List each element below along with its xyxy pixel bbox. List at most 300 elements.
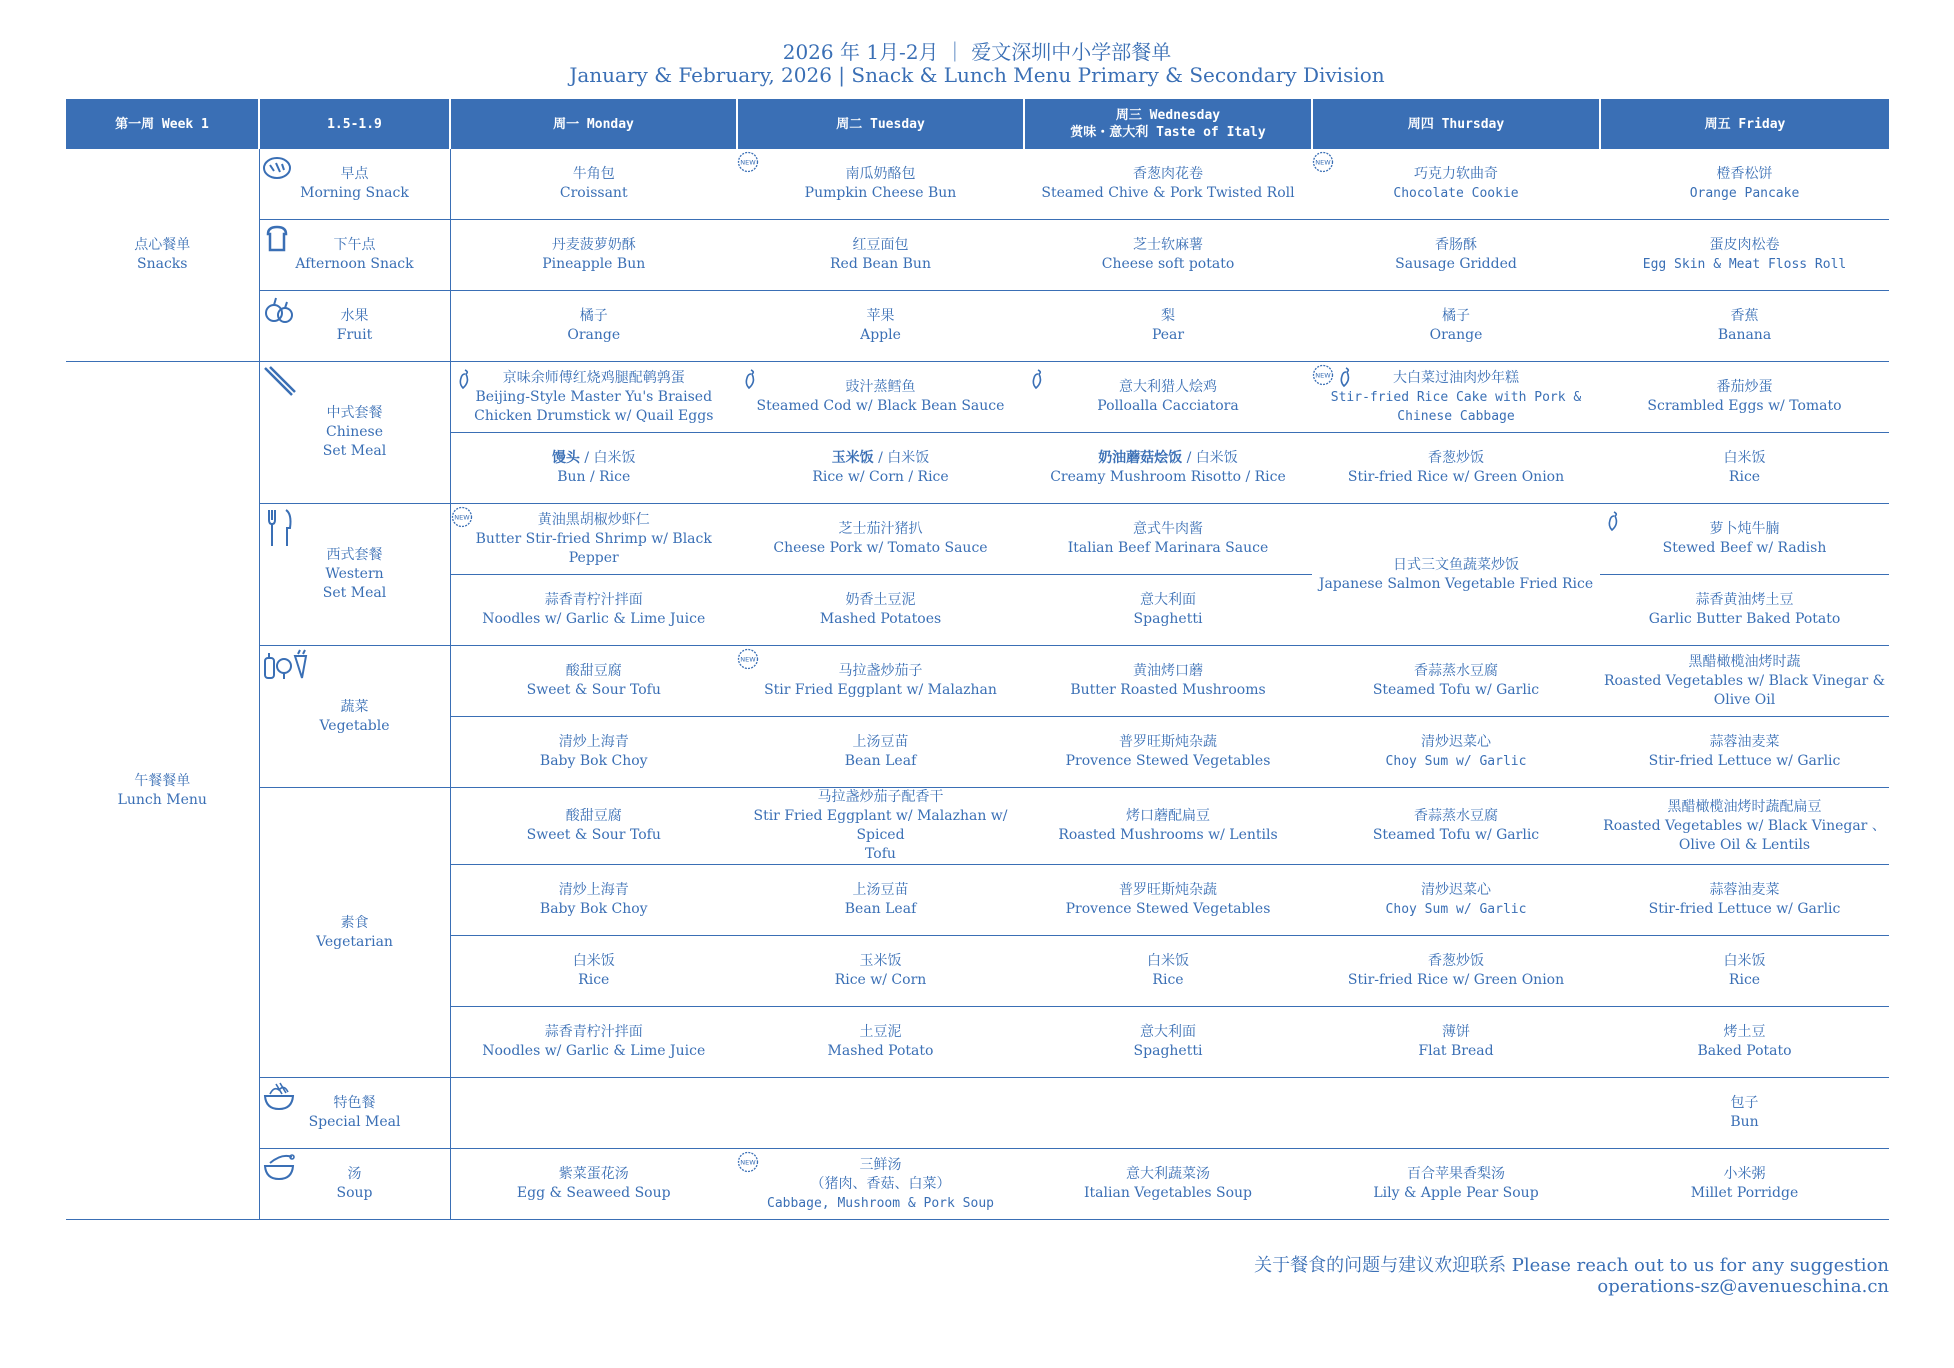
menu-cell-empty [450, 1078, 737, 1149]
dish-en: Cheese soft potato [1101, 256, 1235, 272]
dish-zh: 橘子 [579, 308, 608, 324]
fruit-zh: 水果 [340, 308, 369, 324]
menu-cell-empty [737, 1078, 1024, 1149]
dish-zh: 意大利猎人烩鸡 [1119, 379, 1217, 395]
row-afternoon-snack [66, 220, 1889, 291]
menu-cell [1600, 865, 1889, 936]
dish-en: Roasted Vegetables w/ Black Vinegar & [1603, 672, 1886, 689]
afternoon-snack-en: Afternoon Snack [295, 256, 414, 272]
dish-en: Rice w/ Corn / Rice [812, 469, 949, 485]
dish-zh: 巧克力软曲奇 [1414, 166, 1498, 182]
dish-zh: 香蕉 [1730, 308, 1759, 324]
menu-cell-empty [1024, 1078, 1312, 1149]
menu-cell [1600, 291, 1889, 362]
morning-snack-zh: 早点 [340, 166, 369, 182]
menu-cell [1312, 646, 1600, 717]
dish-zh: 香肠酥 [1435, 237, 1477, 253]
toast-icon [262, 222, 296, 256]
menu-cell [1600, 717, 1889, 788]
new-badge-text: NEW [1315, 371, 1331, 380]
dish-en: Polloalla Cacciatora [1097, 398, 1239, 414]
dish-zh: 芝士茄汁猪扒 [838, 521, 923, 537]
menu-cell [450, 1007, 737, 1078]
dish-zh: 上汤豆苗 [852, 734, 909, 750]
chinese-zh: 中式套餐 [326, 405, 383, 421]
menu-cell [450, 717, 737, 788]
dish-en: Pumpkin Cheese Bun [804, 185, 957, 201]
dish-zh: / 白米饭 [579, 450, 636, 466]
page-title-zh: 2026 年 1月-2月 ｜ 爱文深圳中小学部餐单 [782, 40, 1172, 64]
soup-en: Soup [336, 1185, 373, 1201]
new-badge-icon [451, 506, 473, 528]
row-vegetarian-1 [66, 788, 1889, 865]
footer-suggestion: 关于餐食的问题与建议欢迎联系 Please reach out to us for any suggestion [1254, 1255, 1889, 1276]
dish-en: Stir-fried Rice w/ Green Onion [1347, 972, 1565, 988]
dish-zh: 红豆面包 [852, 237, 909, 253]
dish-en: Provence Stewed Vegetables [1065, 753, 1271, 769]
menu-cell [1312, 433, 1600, 504]
menu-cell [1600, 1078, 1889, 1149]
section-snacks-zh: 点心餐单 [134, 237, 191, 253]
menu-cell-merged [1312, 504, 1600, 646]
soup-bowl-icon [262, 1151, 296, 1185]
dish-en: Noodles w/ Garlic & Lime Juice [482, 611, 706, 627]
dish-zh-detail: （猪肉、香菇、白菜） [810, 1175, 951, 1192]
new-badge-icon [1312, 364, 1334, 386]
dish-en: Millet Porridge [1690, 1185, 1799, 1201]
dish-zh: 香葱肉花卷 [1133, 166, 1203, 182]
dish-en: Mashed Potatoes [819, 611, 942, 627]
spicy-icon [1606, 510, 1620, 532]
header-friday: 周五 Friday [1600, 99, 1889, 149]
dish-zh: 普罗旺斯炖杂蔬 [1119, 882, 1217, 898]
menu-cell [1024, 220, 1312, 291]
category-morning-snack [259, 149, 450, 220]
dish-en: Spaghetti [1133, 1043, 1203, 1059]
menu-cell [1024, 362, 1312, 433]
menu-cell [737, 936, 1024, 1007]
dish-zh: 清炒迟菜心 [1421, 734, 1491, 750]
category-vegetarian [259, 788, 450, 1078]
dish-en: Chicken Drumstick w/ Quail Eggs [474, 407, 714, 424]
menu-cell [1024, 1007, 1312, 1078]
dish-en: Olive Oil & Lentils [1678, 836, 1811, 853]
category-soup [259, 1149, 450, 1220]
dish-zh: 白米饭 [1723, 450, 1766, 466]
menu-cell [1600, 1007, 1889, 1078]
menu-cell [1312, 1007, 1600, 1078]
dish-en: Olive Oil [1713, 691, 1776, 708]
menu-cell [737, 149, 1024, 220]
dish-en: Stir-fried Rice w/ Green Onion [1347, 469, 1565, 485]
menu-cell [450, 362, 737, 433]
menu-cell [1024, 865, 1312, 936]
chinese-en2: Set Meal [322, 443, 387, 459]
menu-cell [737, 362, 1024, 433]
dish-zh: 香葱炒饭 [1428, 450, 1484, 466]
western-en1: Western [325, 566, 384, 582]
dish-en: Sausage Gridded [1395, 256, 1517, 272]
dish-zh: 牛角包 [572, 166, 615, 182]
spicy-icon [743, 368, 757, 390]
dish-en: Rice [1728, 972, 1761, 988]
dish-zh: / 白米饭 [1182, 450, 1238, 466]
chopsticks-icon [262, 364, 296, 398]
afternoon-snack-zh: 下午点 [333, 237, 376, 253]
menu-cell [737, 788, 1024, 865]
section-lunch-zh: 午餐餐单 [134, 772, 191, 789]
vegetables-icon [262, 648, 312, 682]
dish-en: Noodles w/ Garlic & Lime Juice [482, 1043, 706, 1059]
dish-zh: 芝士软麻薯 [1133, 237, 1203, 253]
menu-cell [737, 717, 1024, 788]
dish-zh: 香蒜蒸水豆腐 [1414, 663, 1498, 679]
menu-cell [450, 291, 737, 362]
spicy-icon [1030, 368, 1044, 390]
vegetable-zh: 蔬菜 [340, 698, 369, 715]
dish-en: Roasted Vegetables w/ Black Vinegar 、 [1603, 817, 1886, 834]
category-vegetable [259, 646, 450, 788]
menu-cell [1312, 362, 1600, 433]
dish-en: Mashed Potato [827, 1043, 934, 1059]
new-badge-text: NEW [453, 513, 470, 522]
dish-zh: 清炒上海青 [558, 734, 629, 750]
dish-zh: 酸甜豆腐 [565, 808, 622, 824]
dish-zh-bold: 馒头 [551, 450, 580, 466]
section-lunch [66, 362, 259, 1220]
dish-en: Orange [1429, 327, 1483, 343]
menu-cell [450, 788, 737, 865]
dish-en: Roasted Mushrooms w/ Lentils [1058, 827, 1278, 843]
dish-zh: 薄饼 [1442, 1024, 1470, 1040]
dish-zh: 普罗旺斯炖杂蔬 [1119, 734, 1217, 750]
dish-zh: 意大利面 [1140, 592, 1196, 608]
row-western-main [66, 504, 1889, 575]
dish-en: Choy Sum w/ Garlic [1385, 754, 1527, 769]
header-wednesday-day: 周三 Wednesday [1115, 108, 1221, 123]
dish-en: Choy Sum w/ Garlic [1385, 902, 1527, 917]
menu-cell [1600, 1149, 1889, 1220]
dish-en: Steamed Chive & Pork Twisted Roll [1041, 185, 1295, 201]
new-badge-text: NEW [740, 1158, 756, 1167]
special-zh: 特色餐 [333, 1095, 376, 1111]
menu-cell [1600, 936, 1889, 1007]
new-badge-icon [1312, 151, 1334, 173]
row-chinese-main [66, 362, 1889, 433]
header-wednesday-theme: 赏味・意大利 Taste of Italy [1070, 125, 1266, 140]
menu-cell [1024, 788, 1312, 865]
new-badge-icon [737, 151, 759, 173]
dish-en: Cheese Pork w/ Tomato Sauce [773, 540, 988, 556]
menu-cell [1312, 149, 1600, 220]
dish-zh: 小米粥 [1723, 1166, 1766, 1182]
noodle-bowl-icon [262, 1080, 296, 1114]
dish-zh: 马拉盏炒茄子 [838, 663, 923, 679]
dish-en: Beijing-Style Master Yu's Braised [475, 388, 713, 405]
western-zh: 西式套餐 [326, 547, 383, 563]
menu-cell [1312, 291, 1600, 362]
dish-zh: 蒜香黄油烤土豆 [1695, 592, 1794, 608]
dish-zh: 土豆泥 [859, 1024, 902, 1040]
dish-zh: 酸甜豆腐 [565, 663, 622, 679]
dish-zh: 番茄炒蛋 [1716, 379, 1773, 395]
menu-cell [1312, 1149, 1600, 1220]
category-chinese-set-meal [259, 362, 450, 504]
section-snacks [66, 149, 259, 362]
dish-en: Rice w/ Corn [834, 972, 927, 988]
dish-en: Stir-fried Lettuce w/ Garlic [1648, 753, 1841, 769]
header-thursday: 周四 Thursday [1312, 99, 1600, 149]
dish-en: Orange Pancake [1689, 186, 1800, 201]
category-afternoon-snack [259, 220, 450, 291]
dish-en: Bun / Rice [557, 469, 631, 485]
dish-zh: 烤土豆 [1723, 1024, 1766, 1040]
dish-zh: 蒜香青柠汁拌面 [544, 592, 643, 608]
dish-zh-bold: 玉米饭 [831, 450, 874, 466]
dish-zh: 清炒上海青 [558, 882, 629, 898]
dish-en: Baby Bok Choy [539, 901, 648, 917]
menu-cell [737, 1007, 1024, 1078]
dish-en: Spaghetti [1133, 611, 1203, 627]
menu-cell [1312, 717, 1600, 788]
menu-cell [1024, 433, 1312, 504]
dish-zh: 梨 [1161, 308, 1175, 324]
menu-cell [1312, 788, 1600, 865]
dish-en: Italian Beef Marinara Sauce [1067, 540, 1269, 556]
menu-cell [450, 865, 737, 936]
dish-en: Baby Bok Choy [539, 753, 648, 769]
menu-cell [1024, 149, 1312, 220]
spicy-icon [457, 368, 471, 390]
page-title-en: January & February, 2026 | Snack & Lunch Menu Primary & Secondary Division [569, 63, 1385, 87]
dish-zh: 苹果 [866, 308, 895, 324]
menu-cell [450, 433, 737, 504]
dish-en: Stewed Beef w/ Radish [1662, 540, 1827, 556]
menu-cell [1024, 291, 1312, 362]
dish-zh: 意大利蔬菜汤 [1126, 1166, 1210, 1182]
dish-en: Flat Bread [1418, 1043, 1494, 1059]
dish-zh: 包子 [1730, 1095, 1759, 1111]
new-badge-text: NEW [740, 158, 756, 167]
dish-en: Stir Fried Eggplant w/ Malazhan w/ Spiced [753, 808, 1008, 843]
dish-en: Italian Vegetables Soup [1084, 1185, 1252, 1201]
menu-cell [1312, 936, 1600, 1007]
dish-zh: 白米饭 [1723, 953, 1766, 969]
dish-en: Pineapple Bun [542, 256, 646, 272]
menu-cell [737, 433, 1024, 504]
dish-en: Sweet & Sour Tofu [526, 682, 661, 698]
dish-zh: 京味余师傅红烧鸡腿配鹌鹑蛋 [502, 369, 685, 386]
menu-cell [737, 646, 1024, 717]
menu-cell [1024, 717, 1312, 788]
menu-cell [737, 504, 1024, 575]
menu-cell [1024, 504, 1312, 575]
dish-zh: 豉汁蒸鳕鱼 [845, 379, 916, 395]
dish-en: Banana [1717, 327, 1772, 343]
dish-en: Butter Stir-fried Shrimp w/ Black Pepper [475, 530, 712, 566]
dish-zh: 橙香松饼 [1716, 166, 1773, 182]
menu-cell [1600, 646, 1889, 717]
dish-en: Lily & Apple Pear Soup [1373, 1185, 1539, 1201]
row-soup [66, 1149, 1889, 1220]
dish-en: Stir-fried Lettuce w/ Garlic [1648, 901, 1841, 917]
dish-zh: / 白米饭 [873, 450, 930, 466]
dish-zh: 清炒迟菜心 [1421, 882, 1491, 898]
dish-zh: 黑醋橄榄油烤时蔬配扁豆 [1667, 798, 1822, 815]
menu-cell [450, 936, 737, 1007]
dish-zh: 白米饭 [1147, 953, 1189, 969]
section-lunch-en: Lunch Menu [117, 791, 207, 808]
dish-zh: 蒜蓉油麦菜 [1709, 734, 1780, 750]
header-tuesday: 周二 Tuesday [737, 99, 1024, 149]
dish-zh: 三鲜汤 [859, 1156, 902, 1173]
new-badge-text: NEW [1315, 158, 1331, 167]
menu-cell [737, 1149, 1024, 1220]
menu-cell [1024, 646, 1312, 717]
dish-en: Tofu [865, 846, 896, 862]
dish-en: Steamed Cod w/ Black Bean Sauce [756, 398, 1005, 414]
menu-cell [1600, 362, 1889, 433]
dish-en: Egg Skin & Meat Floss Roll [1642, 257, 1847, 272]
dish-zh: 日式三文鱼蔬菜炒饭 [1393, 556, 1519, 573]
dish-zh: 玉米饭 [859, 953, 902, 969]
dish-en: Steamed Tofu w/ Garlic [1372, 682, 1540, 698]
special-en: Special Meal [308, 1114, 401, 1130]
header-row [66, 99, 1889, 149]
row-fruit [66, 291, 1889, 362]
dish-zh: 蒜香青柠汁拌面 [544, 1024, 643, 1040]
header-wednesday [1024, 99, 1312, 149]
menu-cell [737, 291, 1024, 362]
dish-en: Steamed Tofu w/ Garlic [1372, 827, 1540, 843]
menu-cell [737, 220, 1024, 291]
morning-snack-en: Morning Snack [300, 185, 409, 201]
dish-en: Rice [1728, 469, 1761, 485]
dish-en: Croissant [559, 185, 628, 201]
menu-cell [450, 220, 737, 291]
dish-zh: 奶香土豆泥 [845, 592, 916, 608]
dish-zh: 香蒜蒸水豆腐 [1414, 808, 1498, 824]
dish-en: Garlic Butter Baked Potato [1648, 611, 1841, 627]
category-western-set-meal [259, 504, 450, 646]
vegetable-en: Vegetable [319, 717, 390, 734]
dish-zh: 大白菜过油肉炒年糕 [1393, 369, 1519, 386]
row-special-meal [66, 1078, 1889, 1149]
fork-knife-icon [262, 506, 296, 550]
menu-cell [450, 646, 737, 717]
vegetarian-zh: 素食 [340, 914, 369, 931]
dish-en: Bean Leaf [844, 753, 917, 769]
fruit-en: Fruit [336, 327, 373, 343]
header-monday: 周一 Monday [450, 99, 737, 149]
dish-en: Provence Stewed Vegetables [1065, 901, 1271, 917]
menu-cell [737, 575, 1024, 646]
dish-en: Egg & Seaweed Soup [516, 1185, 671, 1201]
section-snacks-en: Snacks [137, 256, 188, 272]
dish-en: Cabbage, Mushroom & Pork Soup [767, 1195, 994, 1211]
dish-zh: 马拉盏炒茄子配香干 [817, 789, 944, 805]
bread-icon [262, 151, 296, 185]
spicy-icon [1338, 366, 1352, 388]
dish-en: Chinese Cabbage [1397, 408, 1515, 424]
dish-en: Butter Roasted Mushrooms [1070, 682, 1266, 698]
header-week: 第一周 Week 1 [66, 99, 259, 149]
header-dates: 1.5-1.9 [259, 99, 450, 149]
dish-zh: 意大利面 [1140, 1024, 1196, 1040]
menu-cell [1024, 1149, 1312, 1220]
footer-email-link[interactable]: operations-sz@avenueschina.cn [1597, 1276, 1889, 1297]
dish-en: Stir Fried Eggplant w/ Malazhan [764, 682, 997, 698]
dish-zh: 上汤豆苗 [852, 882, 909, 898]
menu-cell [1024, 575, 1312, 646]
dish-en: Rice [1152, 972, 1184, 988]
dish-zh: 百合苹果香梨汤 [1407, 1166, 1505, 1182]
fruit-icon [262, 293, 296, 327]
dish-zh: 萝卜炖牛腩 [1709, 521, 1780, 537]
dish-en: Rice [578, 972, 610, 988]
new-badge-icon [737, 648, 759, 670]
dish-zh: 紫菜蛋花汤 [558, 1166, 629, 1182]
dish-en: Creamy Mushroom Risotto / Rice [1050, 469, 1286, 485]
chinese-en1: Chinese [326, 424, 383, 440]
menu-cell-empty [1312, 1078, 1600, 1149]
dish-zh: 香葱炒饭 [1428, 953, 1484, 969]
menu-cell [450, 575, 737, 646]
menu-cell [1600, 788, 1889, 865]
dish-zh: 南瓜奶酪包 [845, 166, 916, 182]
dish-zh: 蒜蓉油麦菜 [1709, 882, 1780, 898]
dish-zh: 黑醋橄榄油烤时蔬 [1688, 653, 1801, 670]
menu-table [66, 99, 1889, 1220]
menu-cell [450, 149, 737, 220]
dish-en: Bean Leaf [844, 901, 917, 917]
menu-cell [1024, 936, 1312, 1007]
dish-zh: 蛋皮肉松卷 [1709, 237, 1780, 253]
dish-en: Chocolate Cookie [1393, 186, 1519, 201]
dish-en: Scrambled Eggs w/ Tomato [1647, 398, 1842, 414]
category-special-meal [259, 1078, 450, 1149]
dish-zh: 白米饭 [572, 953, 615, 969]
new-badge-icon [737, 1151, 759, 1173]
menu-cell [1600, 433, 1889, 504]
dish-zh: 黄油黑胡椒炒虾仁 [537, 511, 650, 528]
menu-cell [737, 865, 1024, 936]
dish-zh: 丹麦菠萝奶酥 [551, 237, 636, 253]
dish-en: Apple [860, 327, 901, 343]
dish-zh-bold: 奶油蘑菇烩饭 [1098, 450, 1183, 466]
menu-cell [1312, 220, 1600, 291]
dish-en: Baked Potato [1697, 1043, 1792, 1059]
menu-cell [1600, 575, 1889, 646]
menu-cell [1600, 220, 1889, 291]
dish-en: Japanese Salmon Vegetable Fried Rice [1318, 575, 1594, 592]
dish-zh: 橘子 [1442, 308, 1470, 324]
menu-cell [450, 1149, 737, 1220]
dish-en: Bun [1730, 1114, 1759, 1130]
menu-cell [1312, 865, 1600, 936]
dish-en: Stir-fried Rice Cake with Pork & [1330, 389, 1582, 405]
menu-cell [1600, 149, 1889, 220]
menu-cell [450, 504, 737, 575]
category-fruit [259, 291, 450, 362]
dish-en: Sweet & Sour Tofu [526, 827, 661, 843]
dish-zh: 黄油烤口蘑 [1133, 663, 1203, 679]
new-badge-text: NEW [740, 655, 756, 664]
soup-zh: 汤 [347, 1166, 362, 1182]
dish-zh: 意式牛肉酱 [1133, 521, 1203, 537]
dish-en: Pear [1151, 327, 1185, 343]
dish-zh: 烤口蘑配扁豆 [1126, 808, 1210, 824]
